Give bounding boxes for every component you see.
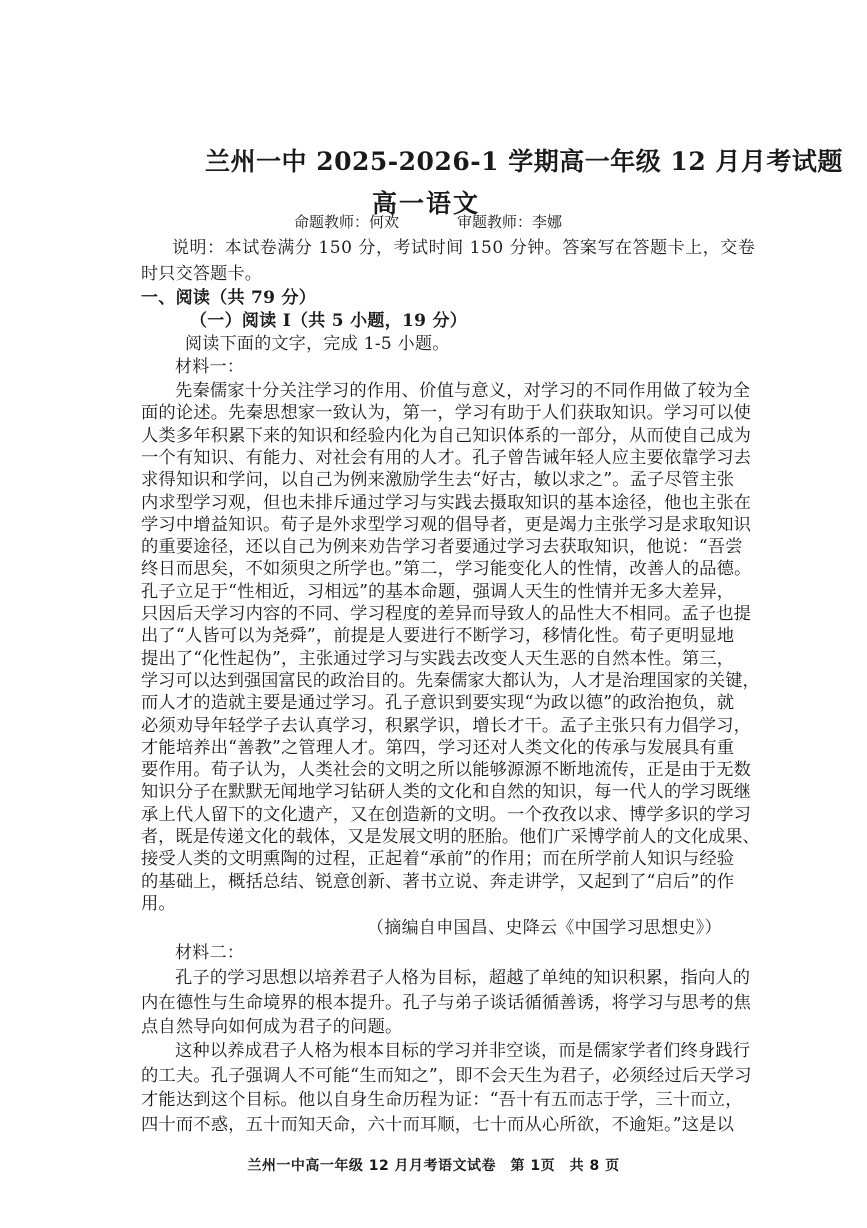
text-line: 知识分子在默默无闻地学习钻研人类的文化和自然的知识，每一代人的学习既继 <box>141 782 752 803</box>
text-line: 的工夫。孔子强调人不可能“生而知之”，即不会天生为君子，必须经过后天学习 <box>141 1065 752 1086</box>
text-line: 人类多年积累下来的知识和经验内化为自己知识体系的一部分，从而使自己成为 <box>141 425 752 446</box>
text-line: 提出了“化性起伪”，主张通过学习与实践去改变人天生恶的自然本性。第三， <box>141 648 735 669</box>
reading-prompt: 阅读下面的文字，完成 1-5 小题。 <box>185 334 450 354</box>
exam-title: 兰州一中 2025-2026-1 学期高一年级 12 月月考试题 <box>205 147 843 176</box>
text-line: 四十而不惑，五十而知天命，六十而耳顺，七十而从心所欲，不逾矩。”这是以 <box>141 1114 735 1135</box>
text-line: 内求型学习观，但也未排斥通过学习与实践去摄取知识的基本途径，他也主张在 <box>141 492 752 513</box>
subject-title: 高一语文 <box>372 189 481 218</box>
subsection-heading: （一）阅读 I（共 5 小题，19 分） <box>190 311 468 331</box>
text-line: 承上代人留下的文化遗产，又在创造新的文明。一个孜孜以求、博学多识的学习 <box>141 804 752 825</box>
text-line: 只因后天学习内容的不同、学习程度的差异而导致人的品性大不相同。孟子也提 <box>141 604 752 624</box>
text-line: 求得知识和学问，以自己为例来激励学生去“好古，敏以求之”。孟子尽管主张 <box>141 470 735 491</box>
text-line: 孔子的学习思想以培养君子人格为目标，超越了单纯的知识积累，指向人的 <box>175 968 751 989</box>
text-line: 必须劝导年轻学子去认真学习，积累学识，增长才干。孟子主张只有力倡学习， <box>141 715 752 736</box>
text-line: 要作用。荀子认为，人类社会的文明之所以能够源源不断地流传，正是由于无数 <box>141 760 752 781</box>
text-line: 而人才的造就主要是通过学习。孔子意识到要实现“为政以德”的政治抱负，就 <box>141 693 735 714</box>
text-line: 出了“人皆可以为尧舜”，前提是人要进行不断学习，移情化性。荀子更明显地 <box>141 626 735 647</box>
text-line: 学习可以达到强国富民的政治目的。先秦儒家大都认为，人才是治理国家的关键， <box>141 670 760 691</box>
text-line: 的重要途径，还以自己为例来劝告学习者要通过学习去获取知识，他说：“吾尝 <box>141 537 743 558</box>
teacher-credits <box>294 211 562 232</box>
text-line: 面的论述。先秦思想家一致认为，第一，学习有助于人们获取知识。学习可以使 <box>141 403 752 424</box>
text-line: 这种以养成君子人格为根本目标的学习并非空谈，而是儒家学者们终身践行 <box>175 1041 751 1062</box>
instructions-line-2: 时只交答题卡。 <box>141 264 263 284</box>
text-line: 用。 <box>141 893 176 914</box>
setter-teacher: 命题教师：何欢 <box>294 213 400 231</box>
text-line: 学习中增益知识。荀子是外求型学习观的倡导者，更是竭力主张学习是求取知识 <box>141 514 752 535</box>
text-line: 才能达到这个目标。他以自身生命历程为证：“吾十有五而志于学，三十而立， <box>141 1090 743 1111</box>
text-line: 接受人类的文明熏陶的过程，正起着“承前”的作用；而在所学前人知识与经验 <box>141 849 735 870</box>
material-1-source: （摘编自申国昌、史降云《中国学习思想史》） <box>367 918 722 939</box>
text-line: 者，既是传递文化的载体，又是发展文明的胚胎。他们广采博学前人的文化成果、 <box>141 827 760 847</box>
material-1-label: 材料一： <box>175 357 245 377</box>
text-line: 才能培养出“善教”之管理人才。第四，学习还对人类文化的传承与发展具有重 <box>141 737 735 758</box>
text-line: 的基础上，概括总结、锐意创新、著书立说、奔走讲学，又起到了“启后”的作 <box>141 871 735 892</box>
text-line: 终日而思矣，不如须臾之所学也。”第二，学习能变化人的性情，改善人的品德。 <box>141 559 752 580</box>
text-line: 点自然导向如何成为君子的问题。 <box>141 1017 403 1037</box>
reviewer-teacher: 审题教师：李娜 <box>457 213 563 231</box>
instructions-line-1: 说明：本试卷满分 150 分，考试时间 150 分钟。答案写在答题卡上，交卷 <box>172 238 756 258</box>
section-heading: 一、阅读（共 79 分） <box>141 288 317 308</box>
text-line: 一个有知识、有能力、对社会有用的人才。孔子曾告诫年轻人应主要依靠学习去 <box>141 447 752 468</box>
page-footer: 兰州一中高一年级 12 月月考语文试卷 第 1页 共 8 页 <box>247 1158 620 1174</box>
material-2-label: 材料二： <box>175 943 245 964</box>
text-line: 先秦儒家十分关注学习的作用、价值与意义，对学习的不同作用做了较为全 <box>175 381 751 401</box>
text-line: 内在德性与生命境界的根本提升。孔子与弟子谈话循循善诱，将学习与思考的焦 <box>141 992 752 1013</box>
text-line: 孔子立足于“性相近，习相远”的基本命题，强调人天生的性情并无多大差异， <box>141 581 735 602</box>
